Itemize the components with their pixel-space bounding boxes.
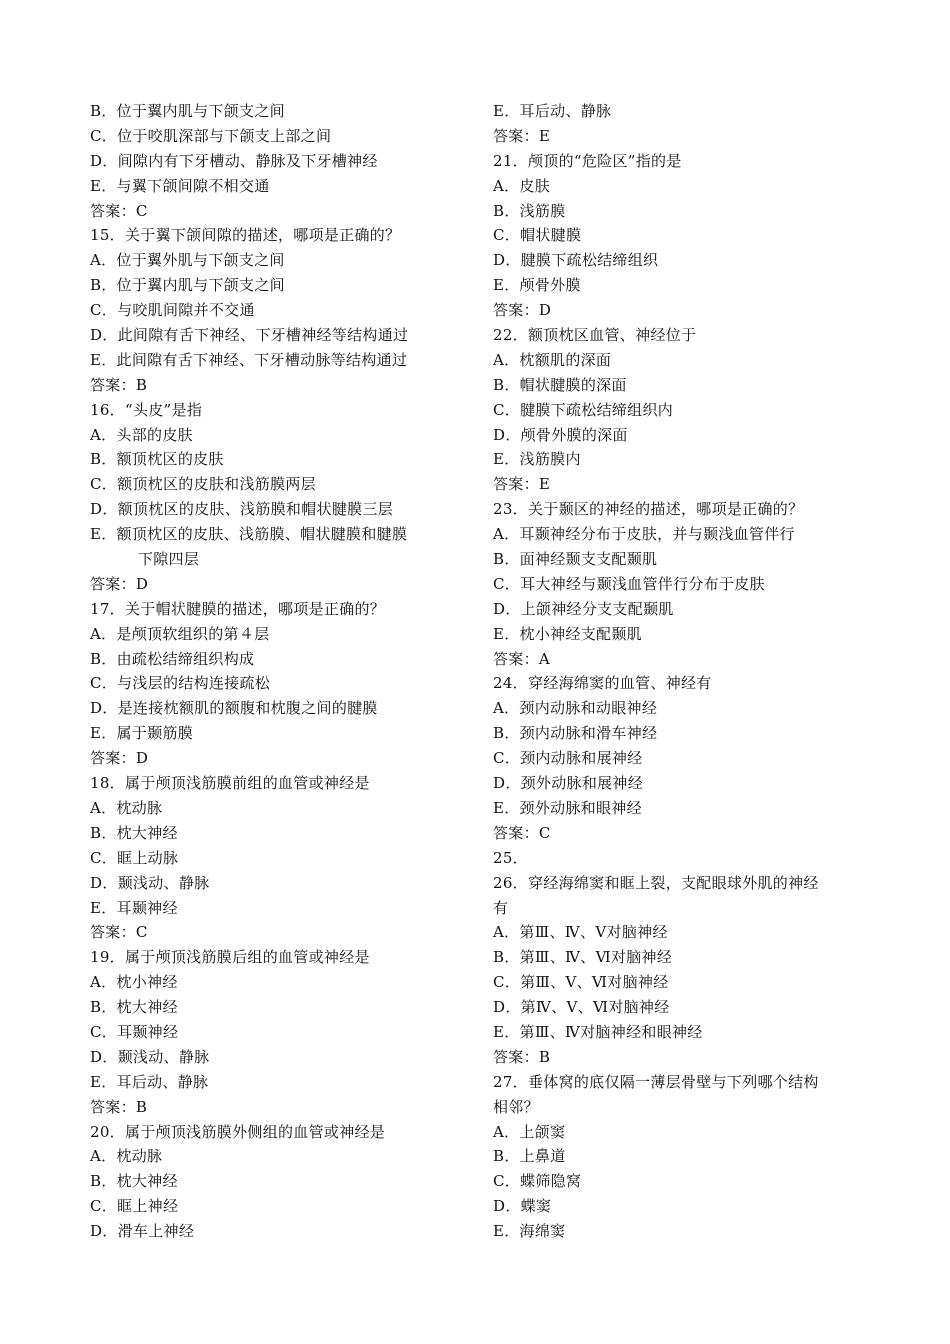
text-line: C．与咬肌间隙并不交通 [90,301,255,320]
text-line: B．面神经颞支支配颞肌 [493,550,658,569]
text-line: C．眶上动脉 [90,848,179,867]
text-line: D．此间隙有舌下神经、下牙槽神经等结构通过 [90,326,409,345]
text-line: B．浅筋膜 [493,201,566,220]
text-line: B．枕大神经 [90,1172,178,1191]
text-line: B．上鼻道 [493,1147,566,1166]
text-line: C．腱膜下疏松结缔组织内 [493,400,674,419]
text-line: D．上颌神经分支支配颞肌 [493,599,674,618]
question-line: 26．穿经海绵窦和眶上裂，支配眼球外肌的神经 [493,873,819,892]
text-line: C．位于咬肌深部与下颌支上部之间 [90,126,332,145]
text-line: E．耳后动、静脉 [493,102,612,120]
text-line: E．耳颞神经 [90,898,178,917]
text-line: D．是连接枕额肌的额腹和枕腹之间的腱膜 [90,699,378,718]
text-line: D．腱膜下疏松结缔组织 [493,251,659,270]
answer-line: 答案：E [493,126,551,145]
text-line: B．第Ⅲ、Ⅳ、Ⅵ对脑神经 [493,948,673,967]
text-line: E．第Ⅲ、Ⅳ对脑神经和眼神经 [493,1022,703,1041]
text-line: E．与翼下颌间隙不相交通 [90,176,270,195]
answer-line: 答案：A [493,649,551,668]
text-line: E．颈外动脉和眼神经 [493,798,642,817]
question-line-continuation: 相邻？ [493,1097,539,1116]
text-line: D．间隙内有下牙槽动、静脉及下牙槽神经 [90,151,378,170]
text-line: E．属于颞筋膜 [90,724,194,743]
text-line-continuation: 下隙四层 [138,550,200,569]
text-line: C．蝶筛隐窝 [493,1172,582,1191]
text-line: A．枕动脉 [90,1147,163,1166]
text-line: B．由疏松结缔组织构成 [90,649,255,668]
text-line: C．帽状腱膜 [493,226,582,245]
question-line: 19．属于颅顶浅筋膜后组的血管或神经是 [90,948,370,967]
text-line: A．是颅顶软组织的第４层 [90,624,270,643]
text-line: D．颅骨外膜的深面 [493,425,628,444]
text-line: B．位于翼内肌与下颌支之间 [90,276,285,295]
left-column [90,99,470,1244]
question-line: 22．额顶枕区血管、神经位于 [493,326,697,345]
question-line: 16．“头皮”是指 [90,400,203,419]
text-line: B．枕大神经 [90,998,178,1017]
question-line: 15．关于翼下颌间隙的描述，哪项是正确的？ [90,226,401,245]
text-line: B．额顶枕区的皮肤 [90,450,224,469]
text-line: C．第Ⅲ、Ⅴ、Ⅵ对脑神经 [493,973,669,992]
text-line: B．颈内动脉和滑车神经 [493,724,658,743]
question-line: 23．关于颞区的神经的描述，哪项是正确的？ [493,500,804,519]
answer-line: 答案：C [90,201,148,220]
text-line: C．与浅层的结构连接疏松 [90,674,271,693]
answer-line: 答案：B [90,375,148,394]
question-line: 21．颅顶的“危险区”指的是 [493,151,682,170]
question-line: 25． [493,848,528,867]
text-line: A．头部的皮肤 [90,425,193,444]
answer-line: 答案：D [493,301,552,320]
text-line: E．浅筋膜内 [493,450,581,469]
question-line: 18．属于颅顶浅筋膜前组的血管或神经是 [90,774,370,793]
text-line: A．第Ⅲ、Ⅳ、Ⅴ对脑神经 [493,923,668,942]
text-line: E．海绵窦 [493,1222,566,1241]
answer-line: 答案：D [90,749,149,768]
text-line: A．上颌窦 [493,1122,566,1141]
text-line: E．耳后动、静脉 [90,1072,209,1091]
text-line: A．耳颞神经分布于皮肤，并与颞浅血管伴行 [493,525,795,544]
text-line: A．枕小神经 [90,973,178,992]
right-column [493,99,873,1244]
text-line: A．枕动脉 [90,798,163,817]
text-line: C．颈内动脉和展神经 [493,749,643,768]
question-line-continuation: 有 [493,898,509,917]
question-line: 24．穿经海绵窦的血管、神经有 [493,674,712,693]
text-line: D．第Ⅳ、Ⅴ、Ⅵ对脑神经 [493,998,670,1017]
text-line: B．位于翼内肌与下颌支之间 [90,102,285,120]
answer-line: 答案：E [493,475,551,494]
text-line: C．耳大神经与颞浅血管伴行分布于皮肤 [493,574,765,593]
question-line: 17．关于帽状腱膜的描述，哪项是正确的？ [90,599,386,618]
text-line: E．颅骨外膜 [493,276,581,295]
text-line: C．耳颞神经 [90,1022,179,1041]
text-line: A．皮肤 [493,176,551,195]
text-line: A．颈内动脉和动眼神经 [493,699,658,718]
text-line: A．位于翼外肌与下颌支之间 [90,251,285,270]
answer-line: 答案：B [493,1047,551,1066]
text-line: C．额顶枕区的皮肤和浅筋膜两层 [90,475,316,494]
question-line: 20．属于颅顶浅筋膜外侧组的血管或神经是 [90,1122,386,1141]
answer-line: 答案：C [90,923,148,942]
text-line: D．颞浅动、静脉 [90,1047,210,1066]
answer-line: 答案：B [90,1097,148,1116]
text-line: D．额顶枕区的皮肤、浅筋膜和帽状腱膜三层 [90,500,394,519]
question-line: 27．垂体窝的底仅隔一薄层骨壁与下列哪个结构 [493,1072,819,1091]
text-line: C．眶上神经 [90,1197,179,1216]
text-line: E．枕小神经支配颞肌 [493,624,642,643]
text-line: E．额顶枕区的皮肤、浅筋膜、帽状腱膜和腱膜 [90,525,408,544]
text-line: D．滑车上神经 [90,1222,195,1241]
text-line: A．枕额肌的深面 [493,350,612,369]
text-line: B．枕大神经 [90,823,178,842]
answer-line: 答案：D [90,574,149,593]
answer-line: 答案：C [493,823,551,842]
text-line: E．此间隙有舌下神经、下牙槽动脉等结构通过 [90,350,408,369]
text-line: B．帽状腱膜的深面 [493,375,627,394]
text-line: D．颞浅动、静脉 [90,873,210,892]
text-line: D．颈外动脉和展神经 [493,774,644,793]
text-line: D．蝶窦 [493,1197,552,1216]
